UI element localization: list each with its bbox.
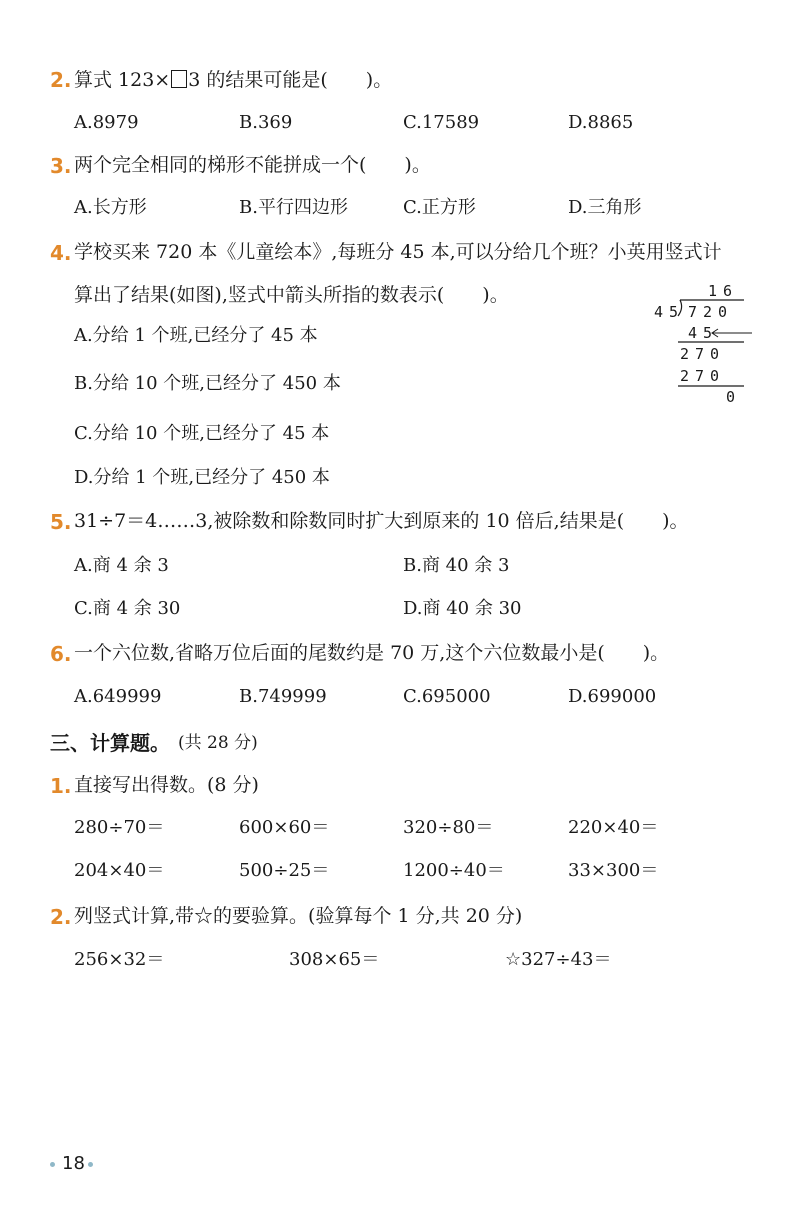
option-c: C.商 4 余 30 [74,598,181,619]
step1-product: 45 [688,324,719,342]
remainder2: 0 [726,388,742,406]
calc-item: 220×40＝ [568,817,659,838]
question-text: 学校买来 720 本《儿童绘本》,每班分 45 本,可以分给几个班？小英用竖式计 [74,241,722,263]
blank-box [171,70,187,88]
question-text: 一个六位数,省略万位后面的尾数约是 70 万,这个六位数最小是( )。 [74,642,670,664]
option-b: B.平行四边形 [239,197,348,218]
option-b: B.369 [239,112,293,133]
quotient: 16 [708,282,739,300]
section-title: 三、计算题。 [50,731,170,755]
option-d: D.三角形 [568,197,642,218]
question-text: 31÷7＝4……3,被除数和除数同时扩大到原来的 10 倍后,结果是( )。 [74,510,689,532]
calc-item: ☆327÷43＝ [505,949,612,970]
question-number: 2. [50,68,72,92]
question-number: 1. [50,774,72,798]
option-d: D.699000 [568,686,657,707]
option-a: A.8979 [74,112,139,133]
question-number: 4. [50,241,72,265]
calc-item: 320÷80＝ [403,817,494,838]
option-a: A.商 4 余 3 [74,555,169,576]
calc-item: 204×40＝ [74,860,165,881]
dividend: 720 [688,303,734,321]
option-c: C.正方形 [403,197,476,218]
option-c: C.695000 [403,686,491,707]
option-d: D.8865 [568,112,634,133]
question-text: 两个完全相同的梯形不能拼成一个( )。 [74,154,431,176]
question-number: 5. [50,510,72,534]
question-number: 3. [50,154,72,178]
calc-item: 500÷25＝ [239,860,330,881]
page-number: 18 [62,1153,85,1174]
question-text-cont: 算出了结果(如图),竖式中箭头所指的数表示( )。 [74,284,509,306]
option-b: B.商 40 余 3 [403,555,510,576]
calc-item: 600×60＝ [239,817,330,838]
option-b: B.749999 [239,686,327,707]
calc-item: 256×32＝ [74,949,165,970]
option-d: D.分给 1 个班,已经分了 450 本 [74,467,330,488]
division-bracket [640,278,760,408]
page-dot-left [50,1162,55,1167]
option-a: A.长方形 [74,197,147,218]
option-b: B.分给 10 个班,已经分了 450 本 [74,373,341,394]
option-c: C.17589 [403,112,480,133]
calc-item: 33×300＝ [568,860,659,881]
section-score-note: (共 28 分) [178,733,258,753]
question-number: 2. [50,905,72,929]
question-text: 列竖式计算,带☆的要验算。(验算每个 1 分,共 20 分) [74,905,523,927]
step2-product: 270 [680,367,726,385]
calc-item: 308×65＝ [289,949,380,970]
remainder1: 270 [680,345,726,363]
long-division-figure [640,278,760,408]
question-text: 算式 123× 3 的结果可能是( )。 [74,69,393,91]
calc-item: 1200÷40＝ [403,860,505,881]
divisor: 45 [654,303,685,321]
option-a: A.分给 1 个班,已经分了 45 本 [74,325,318,346]
page-dot-right [88,1162,93,1167]
question-number: 6. [50,642,72,666]
option-d: D.商 40 余 30 [403,598,522,619]
option-a: A.649999 [74,686,162,707]
question-text: 直接写出得数。(8 分) [74,774,259,796]
calc-item: 280÷70＝ [74,817,165,838]
option-c: C.分给 10 个班,已经分了 45 本 [74,423,330,444]
